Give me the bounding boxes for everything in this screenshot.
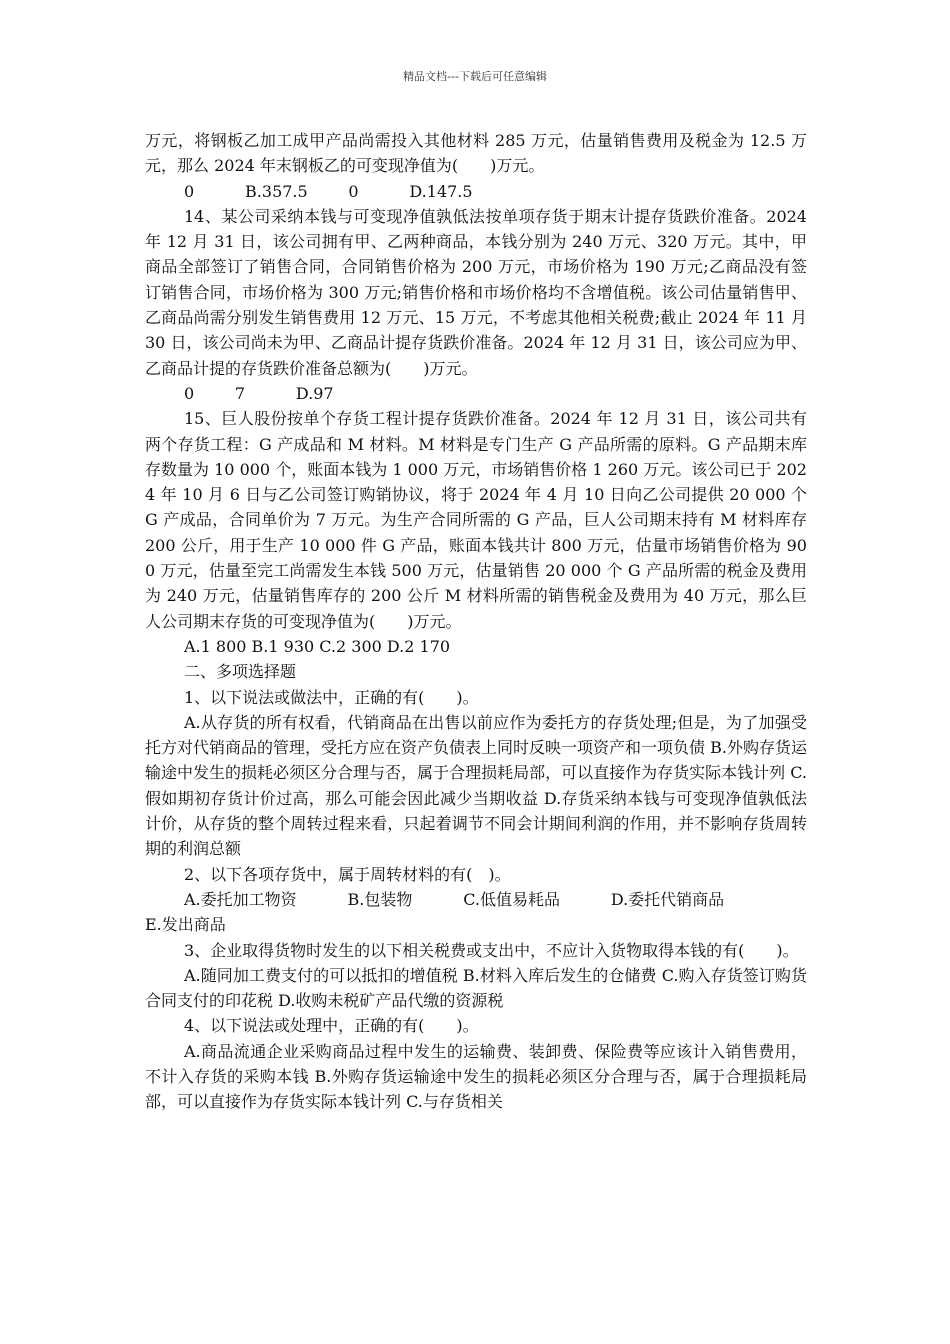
multi-question-2: 2、以下各项存货中，属于周转材料的有( )。 — [184, 864, 511, 884]
question-15: 15、巨人股份按单个存货工程计提存货跌价准备。2024 年 12 月 31 日，该公司共有两个存货工程：G 产成品和 M 材料。M 材料是专门生产 G 产品所需的原料。G 产品期末库存数量为 10 000 个，账面本钱为 1 000 万元，市场销售价格 1 260 万元。该公司已于 2024 年 10 月 6 日与乙公司签订购销协议，将于 2024 年 4 月 10 日向乙公司提供 20 000 个 G 产成品，合同单价为 7 万元。为生产合同所需的 G 产品，巨人公司期末持有 M 材料库存 200 公斤，用于生产 10 000 件 G 产品，账面本钱共计 800 万元，估量市场销售价格为 900 万元，估量至完工尚需发生本钱 500 万元，估量销售 20 000 个 G 产品所需的税金及费用为 240 万元，估量销售库存的 200 公斤 M 材料所需的销售税金及费用为 40 万元，那么巨人公司期末存货的可变现净值为( )万元。 — [145, 409, 807, 631]
multi-question-3-options: A.随同加工费支付的可以抵扣的增值税 B.材料入库后发生的仓储费 C.购入存货签订购货合同支付的印花税 D.收购未税矿产品代缴的资源税 — [145, 965, 807, 1011]
multi-question-1-options: A.从存货的所有权看，代销商品在出售以前应作为委托方的存货处理;但是，为了加强受托方对代销商品的管理，受托方应在资产负债表上同时反映一项资产和一项负债 B.外购存货运输途中发生的损耗必须区分合理与否，属于合理损耗局部，可以直接作为存货实际本钱计列 C.假如期初存货计价过高，那么可能会因此减少当期收益 D.存货采纳本钱与可变现净值孰低法计价，从存货的整个周转过程来看，只起着调节不同会计期间利润的作用，并不影响存货周转期的利润总额 — [145, 712, 807, 859]
q13-options: 0 B.357.5 0 D.147.5 — [184, 181, 473, 201]
section-heading-multiple-choice: 二、多项选择题 — [184, 662, 297, 682]
multi-question-2-option-e: E.发出商品 — [145, 915, 226, 935]
multi-question-4: 4、以下说法或处理中，正确的有( )。 — [184, 1016, 479, 1036]
page-header: 精品文档---下载后可任意编辑 — [403, 70, 547, 83]
multi-question-2-options: A.委托加工物资 B.包装物 C.低值易耗品 D.委托代销商品 — [184, 889, 725, 909]
q15-options: A.1 800 B.1 930 C.2 300 D.2 170 — [184, 636, 451, 656]
question-14: 14、某公司采纳本钱与可变现净值孰低法按单项存货于期末计提存货跌价准备。2024 年 12 月 31 日，该公司拥有甲、乙两种商品，本钱分别为 240 万元、320 万元。其中，甲商品全部签订了销售合同，合同销售价格为 200 万元，市场价格为 190 万元;乙商品没有签订销售合同，市场价格为 300 万元;销售价格和市场价格均不含增值税。该公司估量销售甲、乙商品尚需分别发生销售费用 12 万元、15 万元，不考虑其他相关税费;截止 2024 年 11 月 30 日，该公司尚未为甲、乙商品计提存货跌价准备。2024 年 12 月 31 日，该公司应为甲、乙商品计提的存货跌价准备总额为( )万元。 — [145, 206, 807, 378]
paragraph-q13-continuation: 万元，将钢板乙加工成甲产品尚需投入其他材料 285 万元，估量销售费用及税金为 12.5 万元，那么 2024 年末钢板乙的可变现净值为( )万元。 — [145, 131, 807, 176]
multi-question-4-options: A.商品流通企业采购商品过程中发生的运输费、装卸费、保险费等应该计入销售费用，不计入存货的采购本钱 B.外购存货运输途中发生的损耗必须区分合理与否，属于合理损耗局部，可以直接作为存货实际本钱计列 C.与存货相关 — [145, 1041, 807, 1112]
document-body — [145, 128, 807, 1115]
multi-question-1: 1、以下说法或做法中，正确的有( )。 — [184, 687, 479, 707]
multi-question-3: 3、企业取得货物时发生的以下相关税费或支出中，不应计入货物取得本钱的有( )。 — [184, 940, 799, 960]
q14-options: 0 7 D.97 — [184, 383, 334, 403]
